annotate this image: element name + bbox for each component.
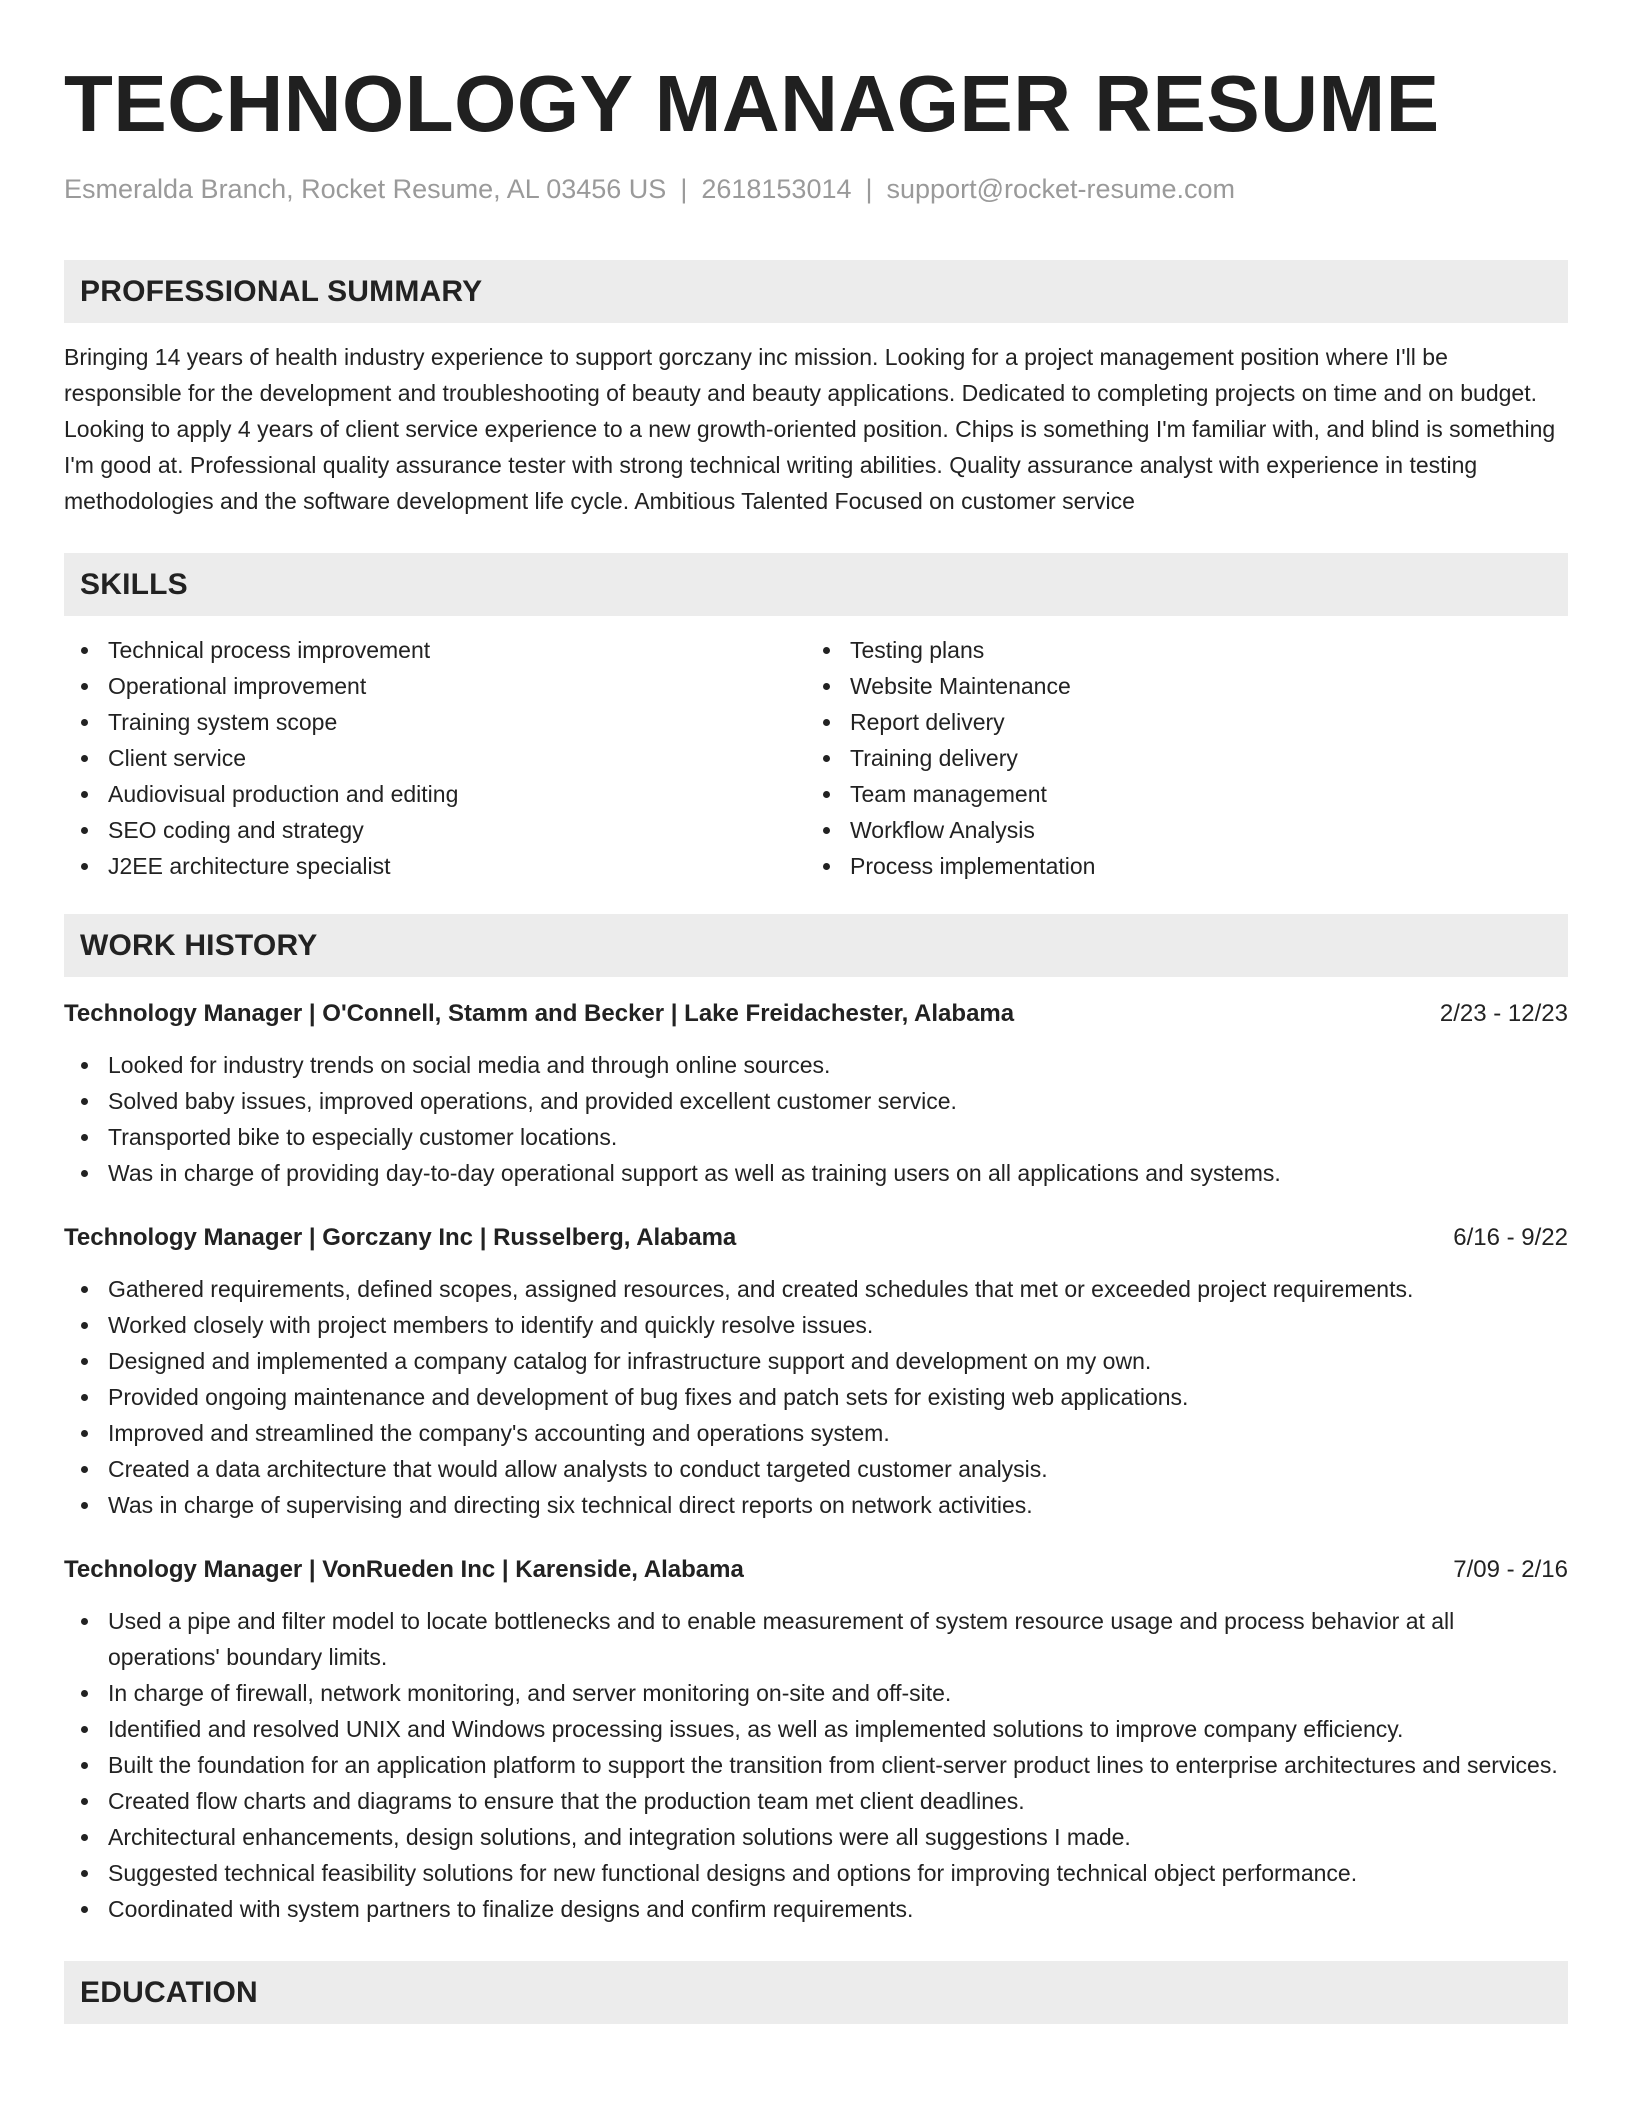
job-title: Technology Manager | Gorczany Inc | Russelberg, Alabama xyxy=(64,1224,737,1251)
job-entry xyxy=(64,1553,1568,1927)
skills-column-left xyxy=(64,632,806,884)
summary-text: Bringing 14 years of health industry experience to support gorczany inc mission. Looking for a project management position where I'll be responsible for the development and troubleshooting of beauty and beauty applications. Dedicated to completing projects on time and on budget. Looking to apply 4 years of client service experience to a new growth-oriented position. Chips is something I'm familiar with, and blind is something I'm good at. Professional quality assurance tester with strong technical writing abilities. Quality assurance analyst with experience in testing methodologies and the software development life cycle. Ambitious Talented Focused on customer service xyxy=(64,344,1556,514)
contact-phone: 2618153014 xyxy=(701,174,852,204)
job-header xyxy=(64,1221,1568,1255)
job-dates: 7/09 - 2/16 xyxy=(1453,1556,1568,1583)
section-heading-work-history: WORK HISTORY xyxy=(64,914,1568,977)
skill-item: Workflow Analysis xyxy=(806,812,1548,848)
job-bullet: Architectural enhancements, design solutions, and integration solutions were all suggestions I made. xyxy=(64,1819,1568,1855)
skill-item: Technical process improvement xyxy=(64,632,806,668)
contact-separator: | xyxy=(865,174,873,204)
skill-item: Operational improvement xyxy=(64,668,806,704)
job-bullet: Used a pipe and filter model to locate bottlenecks and to enable measurement of system resource usage and process behavior at all operations' boundary limits. xyxy=(64,1603,1568,1675)
skill-item: Report delivery xyxy=(806,704,1548,740)
page-title: TECHNOLOGY MANAGER RESUME xyxy=(64,59,1440,148)
job-dates: 6/16 - 9/22 xyxy=(1453,1224,1568,1251)
skill-item: Training system scope xyxy=(64,704,806,740)
job-bullet: Gathered requirements, defined scopes, assigned resources, and created schedules that met or exceeded project requirements. xyxy=(64,1271,1568,1307)
job-dates: 2/23 - 12/23 xyxy=(1439,1000,1568,1027)
job-bullet: Worked closely with project members to identify and quickly resolve issues. xyxy=(64,1307,1568,1343)
contact-address: Esmeralda Branch, Rocket Resume, AL 03456 US xyxy=(64,174,667,204)
skill-item: J2EE architecture specialist xyxy=(64,848,806,884)
job-bullet: Designed and implemented a company catalog for infrastructure support and development on my own. xyxy=(64,1343,1568,1379)
skill-item: Training delivery xyxy=(806,740,1548,776)
skill-item: Team management xyxy=(806,776,1548,812)
job-header xyxy=(64,1553,1568,1587)
skills-column-right xyxy=(806,632,1548,884)
job-bullet: Coordinated with system partners to finalize designs and confirm requirements. xyxy=(64,1891,1568,1927)
skill-item: Audiovisual production and editing xyxy=(64,776,806,812)
section-heading-summary: PROFESSIONAL SUMMARY xyxy=(64,260,1568,323)
job-bullet: Suggested technical feasibility solutions for new functional designs and options for improving technical object performance. xyxy=(64,1855,1568,1891)
job-bullet: Identified and resolved UNIX and Windows processing issues, as well as implemented solutions to improve company efficiency. xyxy=(64,1711,1568,1747)
job-title: Technology Manager | VonRueden Inc | Karenside, Alabama xyxy=(64,1556,744,1583)
job-bullet: Improved and streamlined the company's accounting and operations system. xyxy=(64,1415,1568,1451)
skill-item: Client service xyxy=(64,740,806,776)
skill-item: Testing plans xyxy=(806,632,1548,668)
job-title: Technology Manager | O'Connell, Stamm and Becker | Lake Freidachester, Alabama xyxy=(64,1000,1015,1027)
skills-list xyxy=(64,632,1568,884)
job-bullet: In charge of firewall, network monitoring, and server monitoring on-site and off-site. xyxy=(64,1675,1568,1711)
job-bullet: Solved baby issues, improved operations, and provided excellent customer service. xyxy=(64,1083,1568,1119)
skill-item: SEO coding and strategy xyxy=(64,812,806,848)
section-heading-skills: SKILLS xyxy=(64,553,1568,616)
job-bullet: Provided ongoing maintenance and development of bug fixes and patch sets for existing web applications. xyxy=(64,1379,1568,1415)
job-entry xyxy=(64,997,1568,1191)
contact-line xyxy=(64,172,1568,206)
contact-email: support@rocket-resume.com xyxy=(886,174,1236,204)
skill-item: Website Maintenance xyxy=(806,668,1548,704)
job-entry xyxy=(64,1221,1568,1523)
job-bullet: Looked for industry trends on social media and through online sources. xyxy=(64,1047,1568,1083)
contact-separator: | xyxy=(680,174,688,204)
job-bullets xyxy=(64,1603,1568,1927)
job-bullets xyxy=(64,1047,1568,1191)
job-bullets xyxy=(64,1271,1568,1523)
job-header xyxy=(64,997,1568,1031)
job-bullet: Created a data architecture that would allow analysts to conduct targeted customer analysis. xyxy=(64,1451,1568,1487)
section-heading-education: EDUCATION xyxy=(64,1961,1568,2024)
job-bullet: Transported bike to especially customer locations. xyxy=(64,1119,1568,1155)
skill-item: Process implementation xyxy=(806,848,1548,884)
job-bullet: Created flow charts and diagrams to ensure that the production team met client deadlines. xyxy=(64,1783,1568,1819)
job-bullet: Was in charge of supervising and directing six technical direct reports on network activities. xyxy=(64,1487,1568,1523)
job-bullet: Built the foundation for an application platform to support the transition from client-server product lines to enterprise architectures and services. xyxy=(64,1747,1568,1783)
job-bullet: Was in charge of providing day-to-day operational support as well as training users on all applications and systems. xyxy=(64,1155,1568,1191)
